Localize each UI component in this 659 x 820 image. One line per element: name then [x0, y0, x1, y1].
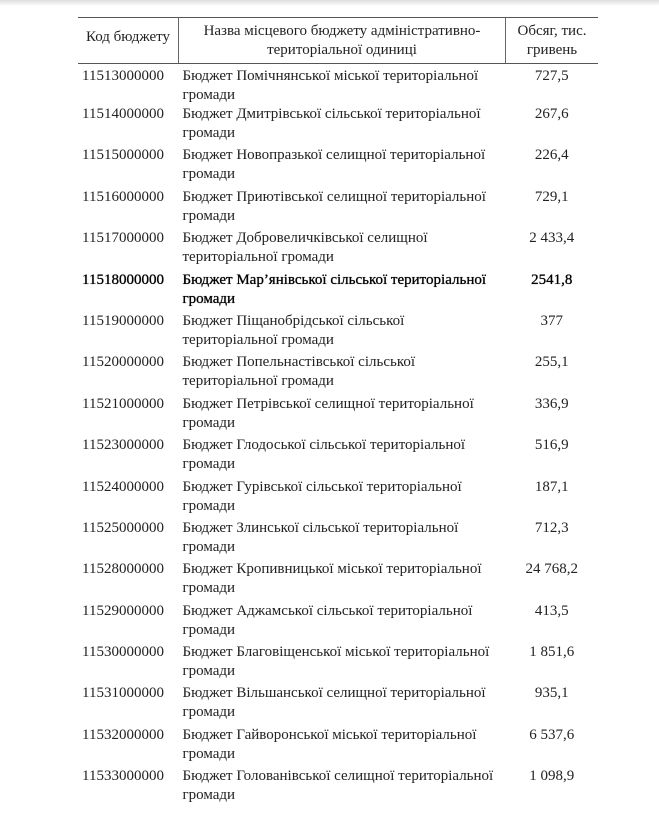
table-row — [78, 767, 598, 808]
table-row — [78, 395, 598, 436]
budget-name: Бюджет Глодоської сільської територіальної громади — [182, 437, 466, 473]
budget-name: Бюджет Добровеличківської селищної територіальної громади — [182, 230, 428, 266]
budget-amount: 516,9 — [534, 437, 569, 454]
table-row — [78, 188, 598, 229]
budget-name: Бюджет Попельнастівської сільської територіальної громади — [182, 354, 416, 390]
budget-name: Бюджет Гурівської сільської територіальної громади — [182, 478, 462, 514]
header-code: Код бюджету — [78, 18, 179, 64]
budget-amount: 226,4 — [534, 147, 569, 164]
budget-name: Бюджет Помічнянської міської територіальної громади — [182, 68, 479, 103]
budget-amount: 727,5 — [534, 68, 569, 84]
table-body — [78, 64, 598, 809]
budget-code: 11523000000 — [82, 437, 164, 454]
table-row — [78, 726, 598, 767]
budget-name: Бюджет Новопразької селищної територіальної громади — [182, 147, 486, 183]
budget-name: Бюджет Благовіщенської міської територіальної громади — [182, 644, 490, 680]
budget-name: Бюджет Петрівської селищної територіальної громади — [182, 395, 474, 431]
budget-amount: 413,5 — [534, 602, 569, 619]
budget-amount: 729,1 — [534, 188, 569, 205]
table-row — [78, 684, 598, 725]
table-row — [78, 64, 598, 106]
budget-name: Бюджет Голованівської селищної територіальної громади — [182, 768, 494, 804]
budget-code: 11524000000 — [82, 478, 164, 495]
budget-amount: 712,3 — [534, 519, 569, 536]
budget-name: Бюджет Дмитрівської сільської територіальної громади — [182, 106, 481, 141]
budget-code: 11531000000 — [82, 685, 164, 702]
budget-name: Бюджет Кропивницької міської територіальної громади — [182, 561, 482, 597]
page-top-edge — [0, 0, 659, 6]
budget-code: 11516000000 — [82, 188, 164, 205]
table-row — [78, 229, 598, 270]
table-row — [78, 643, 598, 684]
budget-name: Бюджет Мар’янівської сільської територіальної громади — [182, 271, 487, 307]
table-row — [78, 312, 598, 353]
table-row — [78, 146, 598, 187]
budget-name: Бюджет Гайворонської міської територіальної громади — [182, 726, 477, 762]
budget-code: 11530000000 — [82, 644, 164, 661]
budget-code: 11514000000 — [82, 106, 164, 122]
budget-name: Бюджет Вільшанської селищної територіальної громади — [182, 685, 486, 721]
budget-amount: 935,1 — [534, 685, 569, 702]
table-header-row — [78, 18, 598, 64]
budget-code: 11518000000 — [82, 271, 164, 288]
budget-code: 11515000000 — [82, 147, 164, 164]
table-row — [78, 271, 598, 312]
budget-amount: 2541,8 — [531, 271, 573, 288]
budget-code: 11529000000 — [82, 602, 164, 619]
budget-code: 11521000000 — [82, 395, 164, 412]
budget-amount: 336,9 — [534, 395, 569, 412]
budget-amount: 267,6 — [534, 106, 569, 122]
budget-code: 11528000000 — [82, 561, 164, 578]
budget-name: Бюджет Аджамської сільської територіальної громади — [182, 602, 473, 638]
budget-amount: 255,1 — [534, 354, 569, 371]
budget-amount: 24 768,2 — [525, 561, 578, 578]
budget-code: 11513000000 — [82, 68, 164, 84]
header-name: Назва місцевого бюджету адміністративно-територіальної одиниці — [179, 18, 506, 64]
budget-code: 11520000000 — [82, 354, 164, 371]
budget-code: 11517000000 — [82, 230, 164, 247]
table-row — [78, 353, 598, 394]
budget-amount: 2 433,4 — [529, 230, 575, 247]
budget-name: Бюджет Піщанобрідської сільської територіальної громади — [182, 312, 405, 348]
budget-code: 11532000000 — [82, 726, 164, 743]
table-row — [78, 105, 598, 146]
table-row — [78, 602, 598, 643]
budget-name: Бюджет Злинської сільської територіальної громади — [182, 519, 459, 555]
budget-code: 11519000000 — [82, 312, 164, 329]
table-row — [78, 560, 598, 601]
table-row — [78, 478, 598, 519]
budget-name: Бюджет Приютівської селищної територіальної громади — [182, 188, 486, 224]
budget-amount: 1 851,6 — [529, 644, 575, 661]
budget-code: 11525000000 — [82, 519, 164, 536]
budget-amount: 377 — [540, 312, 563, 329]
budget-code: 11533000000 — [82, 768, 164, 785]
budget-table — [78, 17, 598, 809]
budget-amount: 1 098,9 — [529, 768, 575, 785]
budget-amount: 187,1 — [534, 478, 569, 495]
table-row — [78, 436, 598, 477]
budget-amount: 6 537,6 — [529, 726, 575, 743]
table-row — [78, 519, 598, 560]
header-amount: Обсяг, тис. гривень — [506, 18, 599, 64]
